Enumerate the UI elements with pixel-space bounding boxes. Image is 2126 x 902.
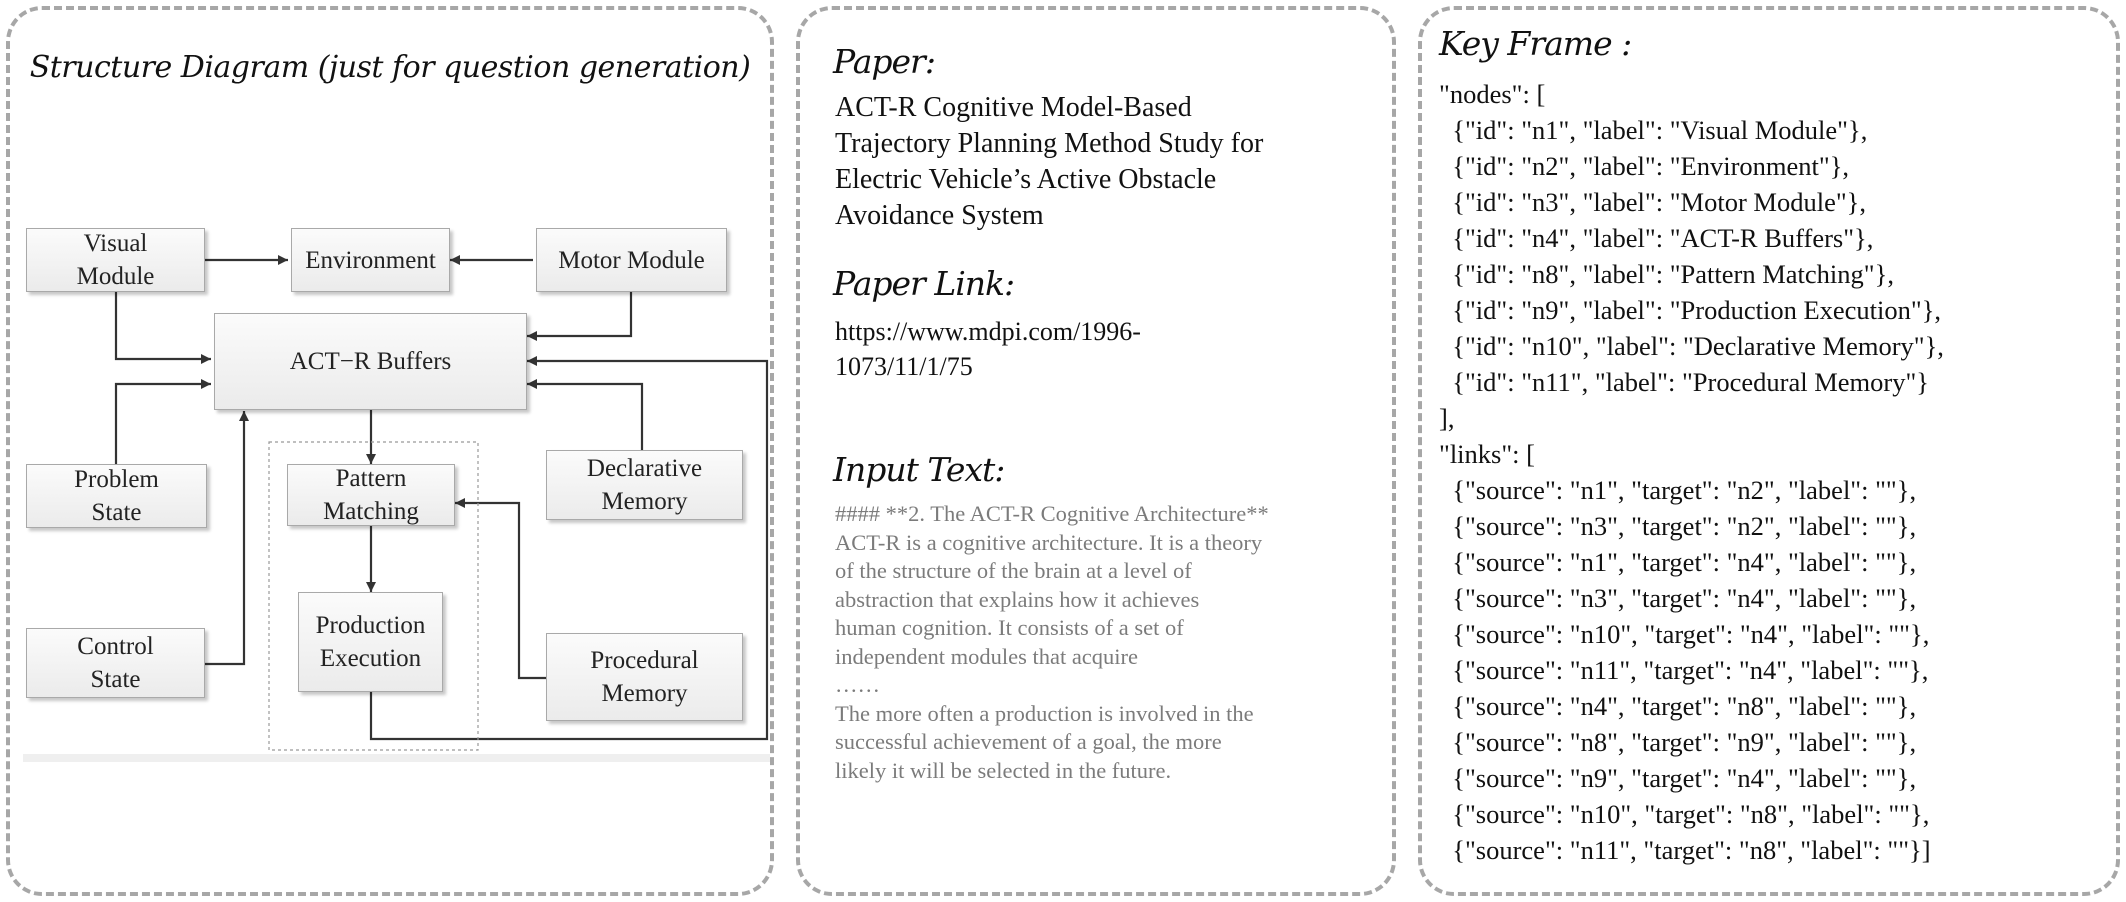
input-text-heading: Input Text: bbox=[833, 450, 1005, 489]
node-control-state: Control State bbox=[26, 628, 205, 698]
diagram-panel bbox=[6, 6, 774, 896]
node-problem-state: Problem State bbox=[26, 464, 207, 528]
keyframe-panel bbox=[1418, 6, 2120, 896]
node-declarative-memory: Declarative Memory bbox=[546, 450, 743, 520]
keyframe-heading: Key Frame : bbox=[1439, 24, 1632, 63]
edge-motor-to-buffers bbox=[527, 292, 631, 336]
edge-visual-to-buffers bbox=[116, 292, 211, 359]
node-environment: Environment bbox=[291, 228, 450, 292]
node-procedural-memory: Procedural Memory bbox=[546, 633, 743, 721]
node-visual-module: Visual Module bbox=[26, 228, 205, 292]
diagram-title: Structure Diagram (just for question generation) bbox=[29, 50, 751, 85]
paper-link[interactable]: https://www.mdpi.com/1996- 1073/11/1/75 bbox=[835, 317, 1141, 381]
edge-problem-to-buffers bbox=[116, 384, 211, 464]
node-actr-buffers: ACT−R Buffers bbox=[214, 313, 527, 410]
edge-declarative-to-buffers bbox=[527, 384, 642, 450]
edge-procedural-to-pattern bbox=[455, 503, 546, 678]
node-motor-module: Motor Module bbox=[536, 228, 727, 292]
keyframe-json: "nodes": [ {"id": "n1", "label": "Visual Module"}, {"id": "n2", "label": "Environment"}, {"id": "n3", "label": "Motor Module"}, {"id": "n4", "label": "ACT-R Buffers"}, {"id": "n8", "label": "Pattern Matching"}, {"id": "n9", "label": "Production Execution"}, {"id": "n10", "label": "Declarative Memory"}, {"id": "n11", "label": "Procedural Memory"} ], "links": [ {"source": "n1", "target": "n2", "label": ""}, {"source": "n3", "target": "n2", "label": ""}, {"source": "n1", "target": "n4", "label": ""}, {"source": "n3", "target": "n4", "label": ""}, {"source": "n10", "target": "n4", "label": ""}, {"source": "n11", "target": "n4", "label": ""}, {"source": "n4", "target": "n8", "label": ""}, {"source": "n8", "target": "n9", "label": ""}, {"source": "n9", "target": "n4", "label": ""}, {"source": "n10", "target": "n8", "label": ""}, {"source": "n11", "target": "n8", "label": ""}] bbox=[1439, 79, 1944, 865]
input-text-body: #### **2. The ACT-R Cognitive Architecture** ACT-R is a cognitive architecture. It is a theory of the structure of the brain at a level of abstraction that explains how it achieves human cognition. It consists of a set of independent modules that acquire …… The more often a production is involved in the successful achievement of a goal, the more likely it will be selected in the future. bbox=[835, 501, 1269, 783]
node-production-execution: Production Execution bbox=[298, 592, 443, 692]
paper-link-heading: Paper Link: bbox=[833, 264, 1015, 303]
paper-title: ACT-R Cognitive Model-Based Trajectory Planning Method Study for Electric Vehicle’s Active Obstacle Avoidance System bbox=[835, 92, 1264, 231]
paper-heading: Paper: bbox=[833, 42, 935, 81]
node-pattern-matching: Pattern Matching bbox=[287, 464, 455, 526]
structure-diagram bbox=[23, 206, 773, 758]
paper-panel bbox=[796, 6, 1396, 896]
edge-control-to-buffers bbox=[205, 411, 244, 664]
